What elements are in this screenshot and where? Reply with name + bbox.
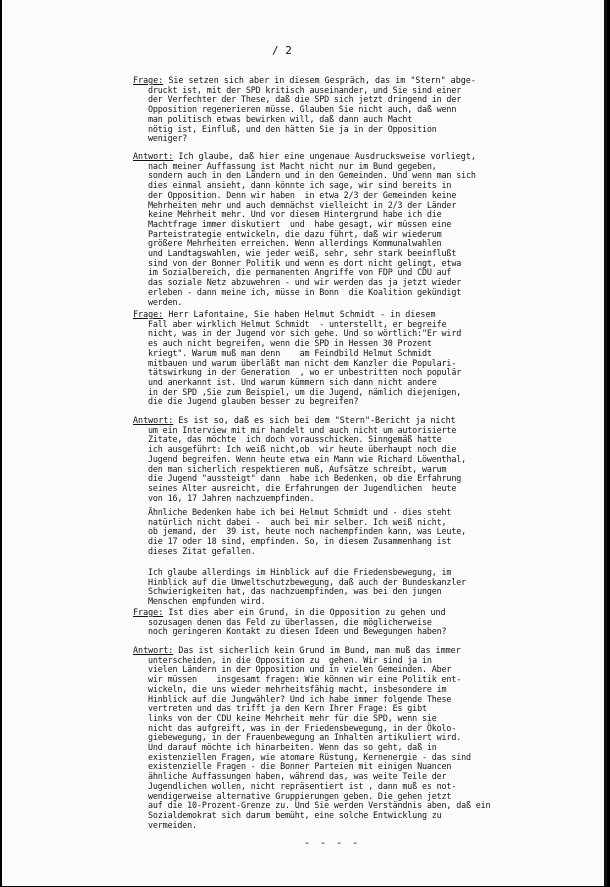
text-line: seines Alter ausreicht, die Erfahrungen der Jugendlichen heute	[148, 482, 457, 493]
text-line: Ähnliche Bedenken habe ich bei Helmut Schmidt und - dies steht	[148, 507, 452, 517]
text-line: dieses Zitat gefallen.	[148, 545, 256, 556]
speaker-label: Antwort:	[133, 415, 174, 425]
answer-line-first: Antwort: Ich glaube, daß hier eine ungenaue Ausdrucksweise vorliegt,	[133, 151, 476, 161]
text-line: Parteistrategie entwickeln, die dazu führt, daß wir wiederum	[148, 228, 442, 239]
text-line: druckt ist, mit der SPD kritisch auseinander, und Sie sind einer	[148, 84, 462, 95]
text-line: Jugendlichen wollen, nicht repräsentiert ist , dann muß es not-	[148, 780, 457, 791]
text-line: Fall aber wirklich Helmut Schmidt - unterstellt, er begreife	[148, 318, 447, 329]
text-line: Machtfrage immer diskutiert und habe gesagt, wir müssen eine	[148, 218, 452, 229]
text-line: wir müssen insgesamt fragen: Wie können wir eine Politik ent-	[148, 674, 462, 685]
text-line: existenzielle Fragen - die Bonner Parteien mit einigen Nuancen	[148, 761, 452, 772]
question-block	[133, 310, 573, 407]
answer-block	[133, 416, 573, 503]
answer-line-first: Antwort: Das ist sicherlich kein Grund im Bund, man muß das immer	[133, 645, 461, 655]
text-line: vermeiden.	[148, 819, 197, 830]
text-line: Sozialdemokrat sich darum bemüht, eine solche Entwicklung zu	[148, 809, 442, 820]
text-line: der Verfechter der These, daß die SPD sich jetzt dringend in der	[148, 94, 462, 105]
text-line: Und darauf möchte ich hinarbeiten. Wenn das so geht, daß in	[148, 742, 437, 753]
text-line: nötig ist, Einfluß, und den hätten Sie ja in der Opposition	[148, 123, 437, 134]
answer-paragraph	[148, 568, 578, 607]
text-line: die 17 oder 18 sind, empfinden. So, in diesem Zusammenhang ist	[148, 536, 452, 547]
text-line: von 16, 17 Jahren nachzuempfinden.	[148, 492, 315, 503]
text-line: und anerkannt ist. Und warum kümmern sich dann nicht andere	[148, 376, 437, 387]
text-line: Hinblick auf die Umweltschutzbewegung, daß auch der Bundeskanzler	[148, 576, 466, 587]
text-line: die die Jugend glauben besser zu begreifen?	[148, 396, 359, 407]
document-page	[2, 0, 607, 886]
text-line: tätswirkung in der Generation , wo er unbestritten noch populär	[148, 367, 462, 378]
text-line: weniger?	[148, 133, 188, 144]
text-line: erleben - dann meine ich, müsse in Bonn die Koalition gekündigt	[148, 286, 462, 297]
text-line: sondern auch in den Ländern und in den Gemeinden. Und wenn man sich	[148, 170, 476, 181]
speaker-label: Frage:	[133, 607, 164, 617]
text-line: Zitate, das möchte ich doch vorausschicken. Sinngemäß hatte	[148, 434, 442, 445]
text-line: werden.	[148, 296, 183, 307]
question-block	[133, 608, 573, 637]
text-line: das soziale Netz abzuwehren - und wir werden das ja jetzt wieder	[148, 277, 462, 288]
text-line: mitbauen und warum überläßt man nicht dem Kanzler die Populari-	[148, 357, 457, 368]
answer-block	[133, 646, 573, 830]
text-line: natürlich nicht dabei - auch bei mir selber. Ich weiß nicht,	[148, 516, 447, 527]
text-line: man politisch etwas bewirken will, daß dann auch Macht	[148, 113, 413, 124]
text-line: nicht, was in der Jugend vor sich gehe. Und so wörtlich:"Er wird	[148, 328, 462, 339]
text-line: den man sicherlich respektieren muß, Aufsätze schreibt, warum	[148, 463, 447, 474]
text-line: der Opposition. Denn wir haben in etwa 2/3 der Gemeinden keine	[148, 189, 457, 200]
speaker-label: Antwort:	[133, 645, 174, 655]
text-line: vielen Ländern in der Opposition und in vielen Gemeinden. Aber	[148, 664, 452, 675]
speaker-label: Antwort:	[133, 151, 174, 161]
text-line: im Sozialbereich, die permanenten Angriffe von FDP und CDU auf	[148, 267, 452, 278]
text-line: Schwierigkeiten hat, das nachzuempfinden, was bei den jungen	[148, 586, 442, 597]
answer-line-first: Antwort: Es ist so, daß es sich bei dem "Stern"-Bericht ja nicht	[133, 415, 456, 425]
text-line: wickeln, die uns wieder mehrheitsfähig macht, insbesondere im	[148, 683, 447, 694]
text-line: existenziellen Fragen, wie atomare Rüstung, Kernenergie - das sind	[148, 751, 471, 762]
text-line: ähnliche Auffassungen haben, während das, was weite Teile der	[148, 771, 447, 782]
question-line-first: Frage: Sie setzen sich aber in diesem Gespräch, das im "Stern" abge-	[133, 75, 476, 85]
text-line: ich ausgeführt: Ich weiß nicht,ob wir heute überhaupt noch die	[148, 444, 457, 455]
text-line: um ein Interview mit mir handelt und auch nicht um autorisierte	[148, 424, 457, 435]
text-line: und Landtagswahlen, wie jeder weiß, sehr, sehr stark beeinflußt	[148, 248, 457, 259]
text-line: Hinblick auf die Jungwähler? Und ich habe immer folgende These	[148, 693, 452, 704]
text-line: Opposition regenerieren müsse. Glauben Sie nicht auch, daß wenn	[148, 104, 457, 115]
text-line: nach meiner Auffassung ist Macht nicht nur im Bund gegeben,	[148, 160, 437, 171]
text-line: Mehrheiten mehr und auch demnächst vielleicht in 2/3 der Länder	[148, 199, 457, 210]
text-line: in der SPD ,Sie zum Beispiel, um die Jugend, nämlich diejenigen,	[148, 386, 462, 397]
text-line: die Jugend "aussteigt" dann habe ich Bedenken, ob die Erfahrung	[148, 473, 462, 484]
text-line: es auch nicht begreifen, wenn die SPD in Hessen 30 Prozent	[148, 338, 432, 349]
text-line: unterscheiden, in die Opposition zu gehen. Wir sind ja in	[148, 654, 432, 665]
answer-block	[133, 152, 573, 307]
speaker-label: Frage:	[133, 75, 164, 85]
text-line: dies einmal ansieht, dann könnte ich sage, wir sind bereits in	[148, 180, 452, 191]
text-line: nicht das aufgreift, was in der Friedensbewegung, in der Ökolo-	[148, 722, 457, 733]
text-line: Menschen empfunden wird.	[148, 596, 266, 607]
text-line: vertreten und das trifft ja den Kern Ihrer Frage: Es gibt	[148, 703, 427, 714]
question-line-first: Frage: Herr Lafontaine, Sie haben Helmut Schmidt - in diesem	[133, 309, 436, 319]
text-line: sind von der Bonner Politik und wenn es dort nicht gelingt, etwa	[148, 257, 462, 268]
text-line: links von der CDU keine Mehrheit mehr für die SPD, wenn sie	[148, 712, 437, 723]
text-line: größere Mehrheiten erreichen. Wenn allerdings Kommunalwahlen	[148, 238, 442, 249]
text-line: giebewegung, in der Frauenbewegung an Inhalten artikuliert wird.	[148, 732, 462, 743]
speaker-label: Frage:	[133, 309, 164, 319]
text-line: kriegt". Warum muß man denn am Feindbild Helmut Schmidt	[148, 347, 432, 358]
text-line: noch geringeren Kontakt zu diesen Ideen und Bewegungen haben?	[148, 626, 447, 637]
answer-paragraph	[148, 508, 578, 557]
text-line: wendigerweise alternative Gruppierungen geben. Die gehen jetzt	[148, 790, 452, 801]
page-number: / 2	[272, 44, 292, 57]
text-line: sozusagen denen das Feld zu überlassen, die möglicherweise	[148, 616, 432, 627]
text-line: Jugend begreifen. Wenn heute etwa ein Mann wie Richard Löwenthal,	[148, 453, 466, 464]
question-line-first: Frage: Ist dies aber ein Grund, in die Opposition zu gehen und	[133, 607, 446, 617]
text-line: keine Mehrheit mehr. Und vor diesem Hintergrund habe ich die	[148, 209, 442, 220]
end-marker: - - - -	[304, 838, 361, 849]
text-line: auf die 10-Prozent-Grenze zu. Und Sie werden Verständnis aben, daß ein	[148, 800, 491, 811]
text-line: Ich glaube allerdings im Hinblick auf die Friedensbewegung, im	[148, 567, 452, 577]
question-block	[133, 76, 573, 144]
text-line: ob jemand, der 39 ist, heute noch nachempfinden kann, was Leute,	[148, 526, 466, 537]
